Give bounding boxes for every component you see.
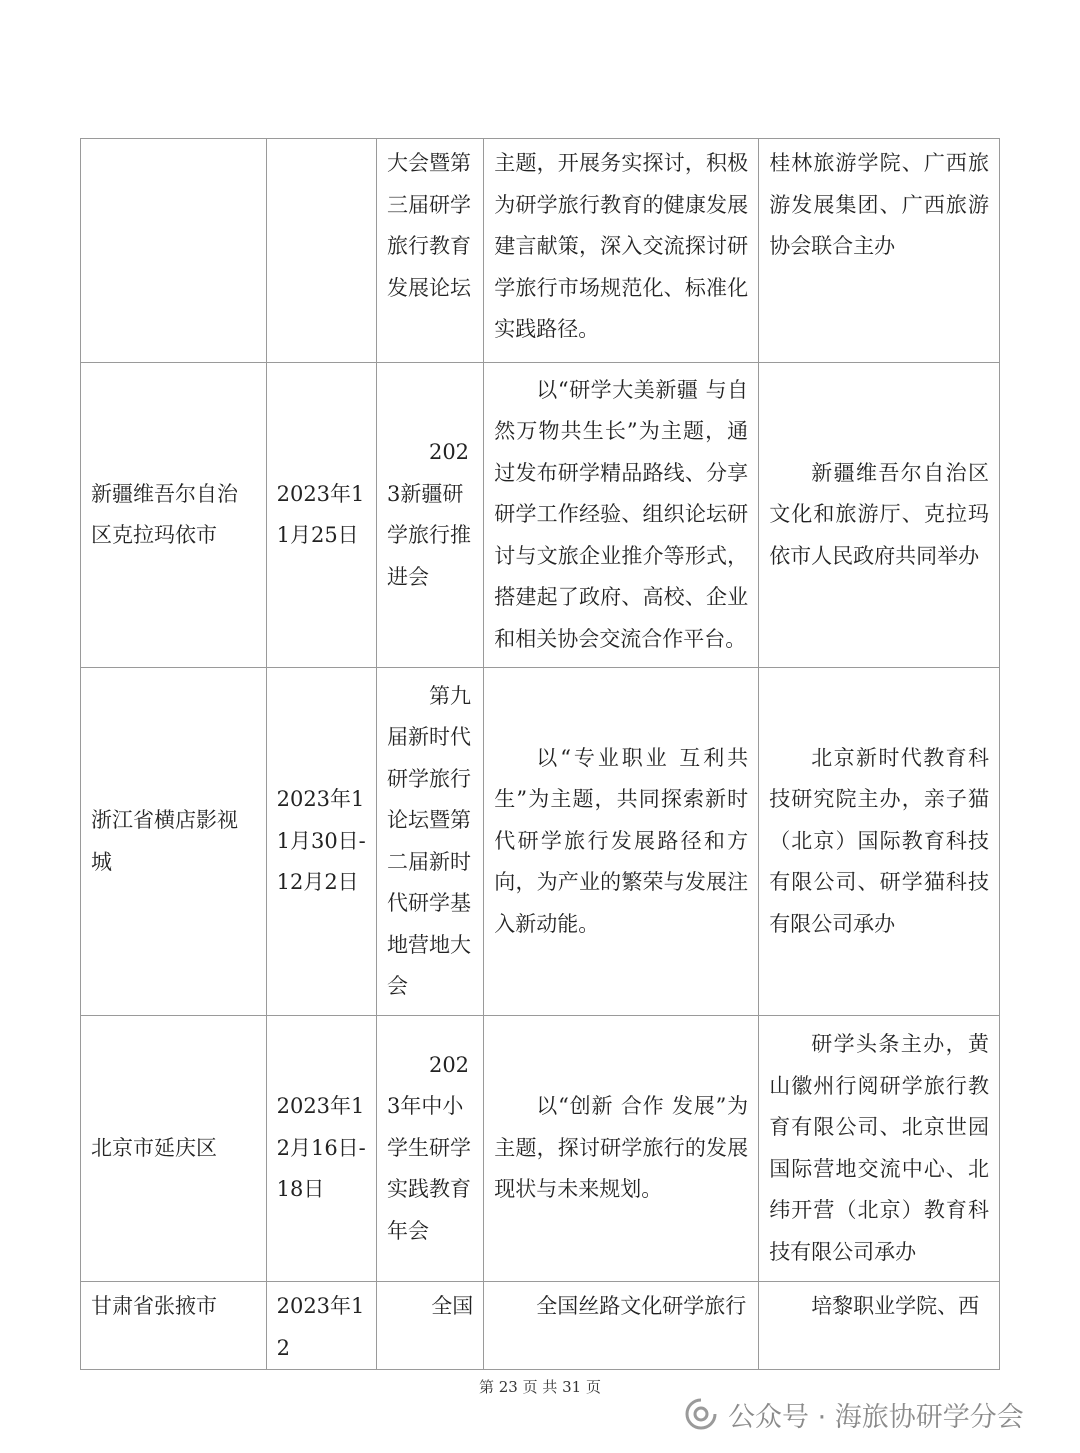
date-cell xyxy=(266,139,376,363)
wechat-official-account-icon xyxy=(684,1397,718,1431)
organizer-cell: 桂林旅游学院、广西旅游发展集团、广西旅游协会联合主办 xyxy=(759,139,1000,363)
table-row xyxy=(81,1016,1000,1282)
watermark xyxy=(684,1392,1024,1436)
table-row xyxy=(81,363,1000,668)
content-cell: 以“研学大美新疆 与自然万物共生长”为主题，通过发布研学精品路线、分享研学工作经验、组织论坛研讨与文旅企业推介等形式，搭建起了政府、高校、企业和相关协会交流合作平台。 xyxy=(484,363,759,668)
table-row xyxy=(81,1282,1000,1370)
content-cell: 主题，开展务实探讨，积极为研学旅行教育的健康发展建言献策，深入交流探讨研学旅行市场规范化、标准化实践路径。 xyxy=(484,139,759,363)
content-cell: 以“创新 合作 发展”为主题，探讨研学旅行的发展现状与未来规划。 xyxy=(484,1016,759,1282)
events-table xyxy=(80,138,1000,1370)
event-cell: 2023年中小学生研学实践教育年会 xyxy=(376,1016,483,1282)
event-cell: 2023新疆研学旅行推进会 xyxy=(376,363,483,668)
event-cell: 第九届新时代研学旅行论坛暨第二届新时代研学基地营地大会 xyxy=(376,668,483,1016)
region-cell xyxy=(81,139,267,363)
table-row xyxy=(81,668,1000,1016)
region-cell: 浙江省横店影视城 xyxy=(81,668,267,1016)
organizer-cell: 新疆维吾尔自治区文化和旅游厅、克拉玛依市人民政府共同举办 xyxy=(759,363,1000,668)
organizer-cell: 北京新时代教育科技研究院主办，亲子猫（北京）国际教育科技有限公司、研学猫科技有限公司承办 xyxy=(759,668,1000,1016)
region-cell: 新疆维吾尔自治区克拉玛依市 xyxy=(81,363,267,668)
date-cell: 2023年12月16日-18日 xyxy=(266,1016,376,1282)
event-cell: 大会暨第三届研学旅行教育发展论坛 xyxy=(376,139,483,363)
organizer-cell: 培黎职业学院、西 xyxy=(759,1282,1000,1370)
watermark-text: 公众号 · 海旅协研学分会 xyxy=(728,1401,1024,1433)
date-cell: 2023年12 xyxy=(266,1282,376,1370)
date-cell: 2023年11月25日 xyxy=(266,363,376,668)
content-cell: 全国丝路文化研学旅行 xyxy=(484,1282,759,1370)
table-row xyxy=(81,139,1000,363)
date-cell: 2023年11月30日-12月2日 xyxy=(266,668,376,1016)
event-cell: 全国 xyxy=(376,1282,483,1370)
organizer-cell: 研学头条主办，黄山徽州行阅研学旅行教育有限公司、北京世园国际营地交流中心、北纬开营（北京）教育科技有限公司承办 xyxy=(759,1016,1000,1282)
region-cell: 北京市延庆区 xyxy=(81,1016,267,1282)
content-cell: 以“专业职业 互利共生”为主题，共同探索新时代研学旅行发展路径和方向，为产业的繁荣与发展注入新动能。 xyxy=(484,668,759,1016)
region-cell: 甘肃省张掖市 xyxy=(81,1282,267,1370)
page-number: 第 23 页 共 31 页 xyxy=(478,1378,601,1396)
